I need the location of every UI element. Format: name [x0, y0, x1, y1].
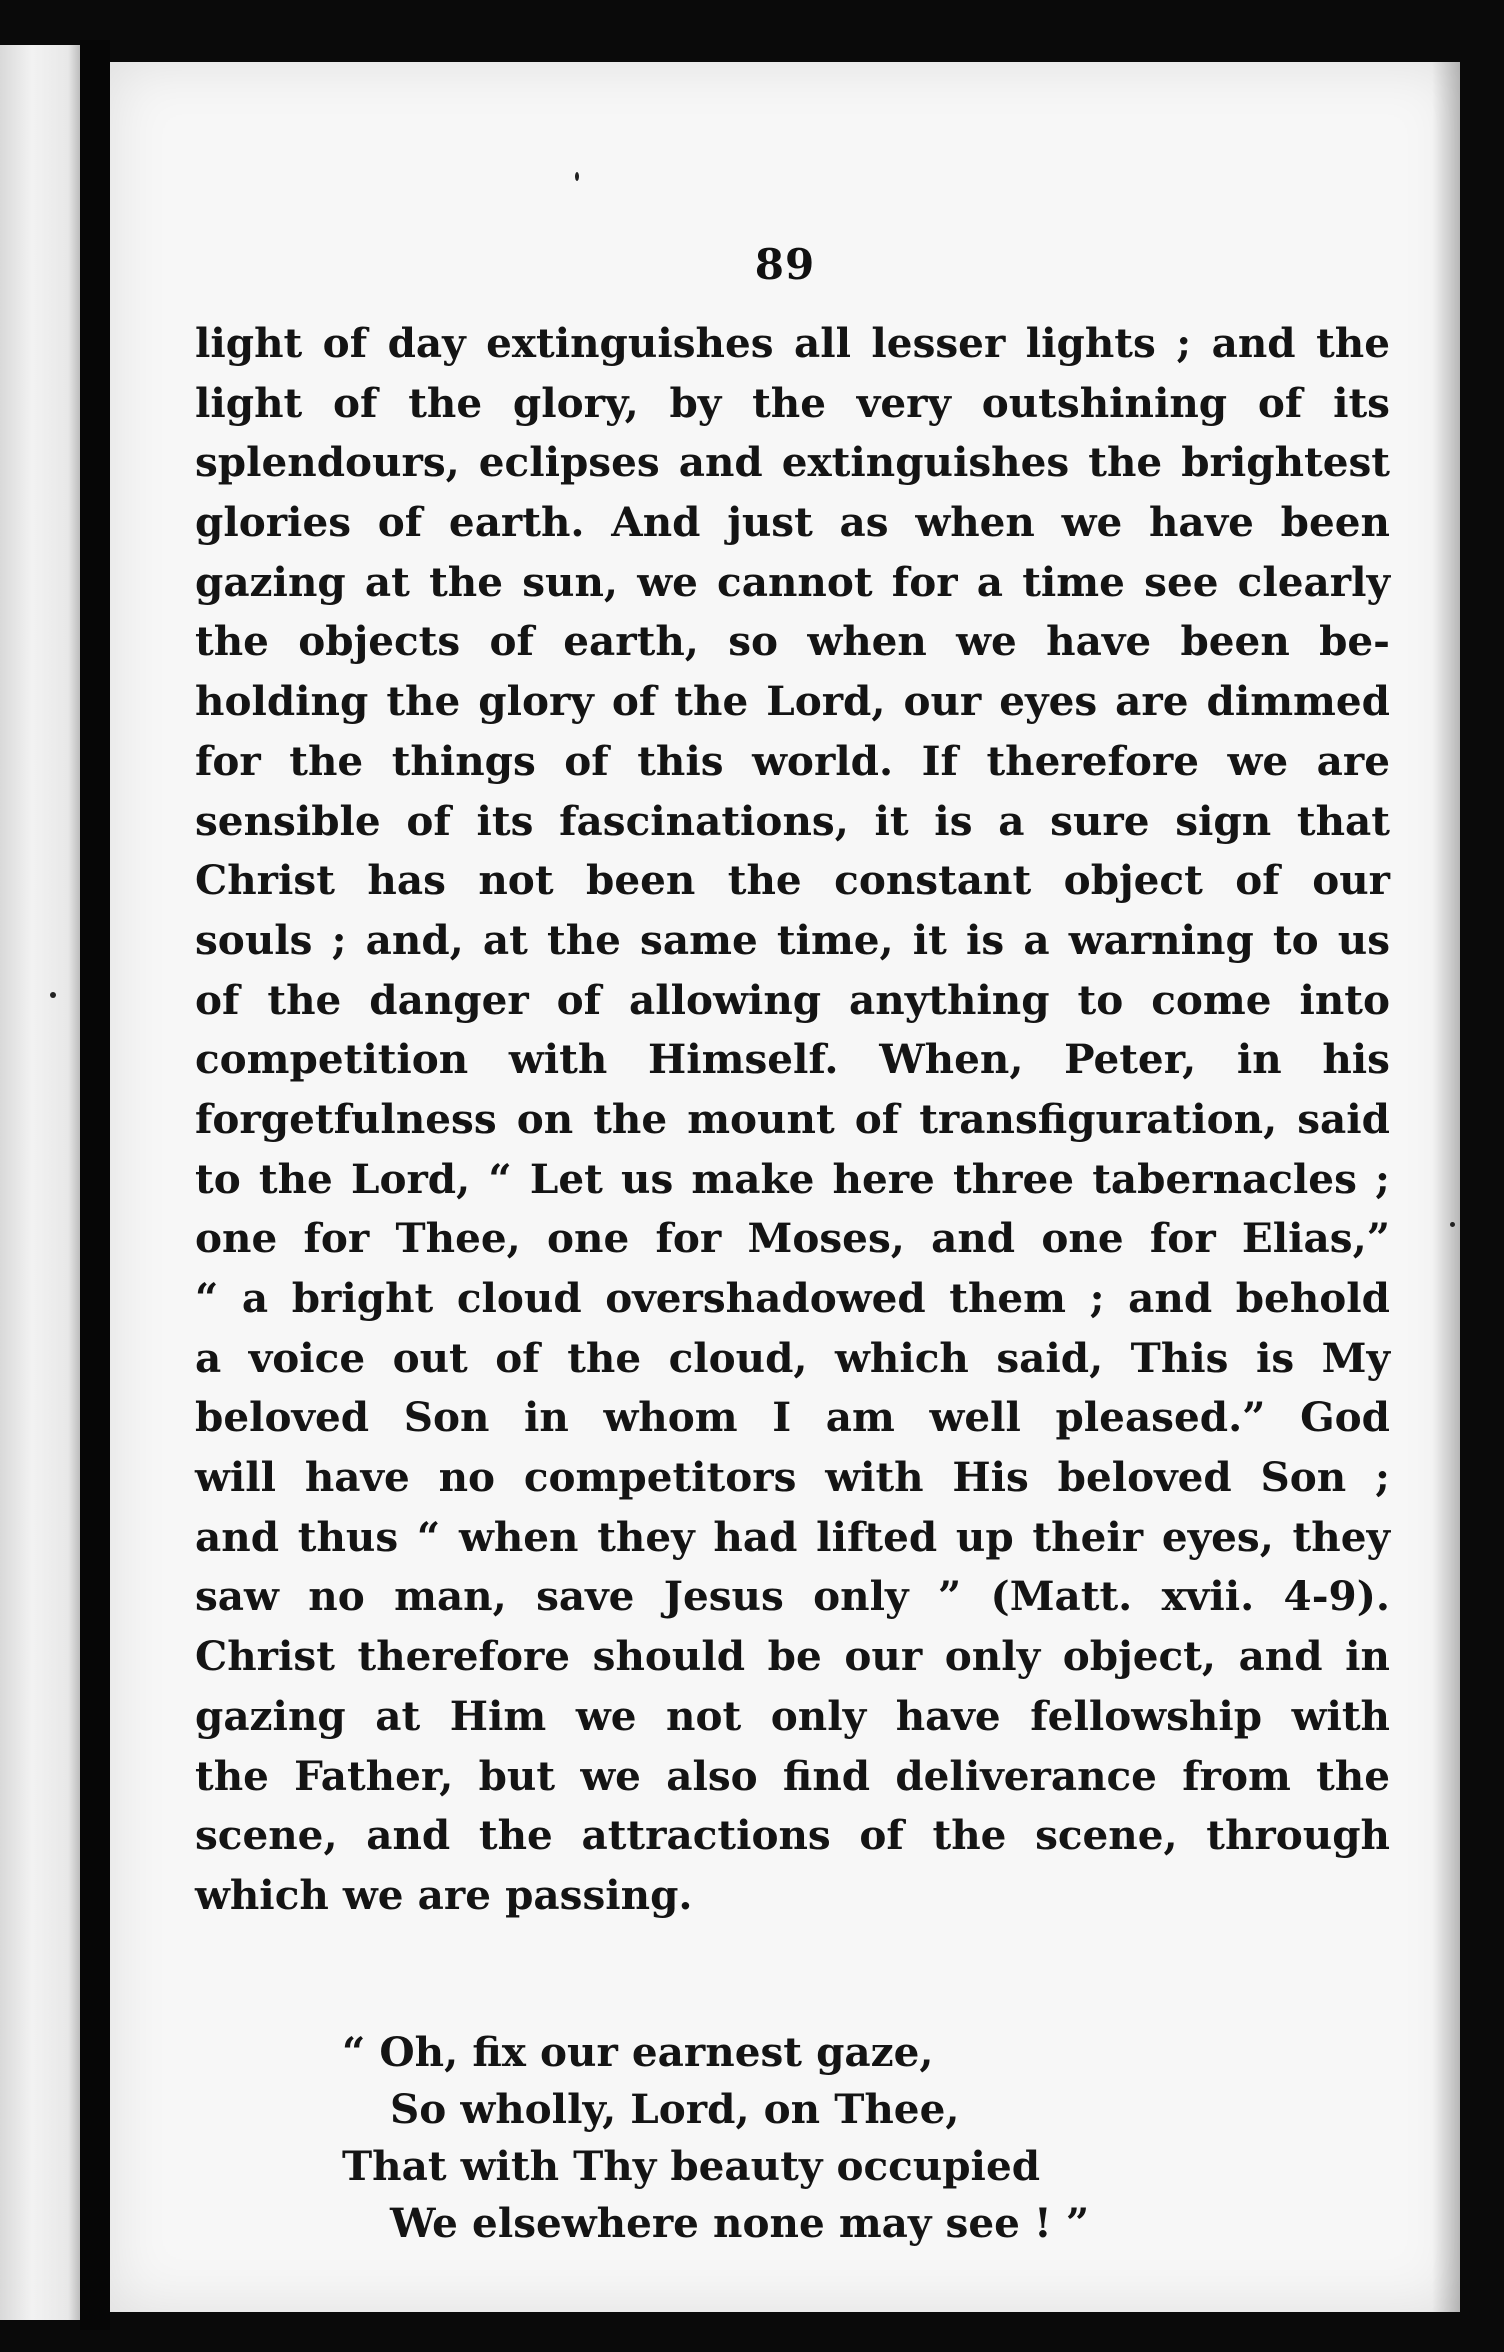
text-line: gazing at Him we not only have fellowship with — [195, 1691, 1390, 1740]
book-gutter — [80, 40, 110, 2330]
text-line: of the danger of allowing anything to come into — [195, 975, 1390, 1024]
text-line: saw no man, save Jesus only ” (Matt. xvii. 4-9). — [195, 1572, 1390, 1621]
text-line: souls ; and, at the same time, it is a warning to us — [195, 915, 1390, 964]
text-line: which we are passing. — [195, 1870, 693, 1919]
book-page — [110, 62, 1460, 2312]
text-line: glories of earth. And just as when we have been — [195, 498, 1390, 547]
verse-line: “ Oh, fix our earnest gaze, — [342, 2028, 934, 2076]
previous-page-edge — [0, 45, 80, 2320]
text-line: forgetfulness on the mount of transfiguration, said — [195, 1094, 1390, 1143]
scan-speck — [575, 172, 579, 181]
text-line: “ a bright cloud overshadowed them ; and behold — [195, 1274, 1390, 1322]
scan-speck — [50, 992, 56, 998]
page-number: 89 — [754, 240, 816, 289]
text-line: and thus “ when they had lifted up their eyes, they — [195, 1512, 1390, 1561]
text-line: for the things of this world. If therefore we are — [195, 736, 1390, 785]
text-line: the Father, but we also find deliverance from the — [195, 1751, 1390, 1800]
text-line: the objects of earth, so when we have been be- — [195, 617, 1390, 666]
verse-quote — [342, 2024, 1242, 2252]
paragraph — [195, 314, 1390, 1926]
text-line: competition with Himself. When, Peter, in his — [195, 1035, 1390, 1084]
scan-speck — [1450, 1222, 1455, 1227]
text-line: one for Thee, one for Moses, and one for Elias,” — [195, 1214, 1390, 1263]
text-line: a voice out of the cloud, which said, This is My — [195, 1333, 1390, 1382]
text-line: to the Lord, “ Let us make here three tabernacles ; — [195, 1154, 1390, 1203]
verse-line: We elsewhere none may see ! ” — [390, 2199, 1090, 2247]
text-line: will have no competitors with His beloved Son ; — [195, 1453, 1390, 1502]
text-line: gazing at the sun, we cannot for a time see clearly — [195, 557, 1390, 606]
text-line: splendours, eclipses and extinguishes the brightest — [195, 438, 1390, 487]
text-line: sensible of its fascinations, it is a sure sign that — [195, 796, 1390, 845]
text-line: light of day extinguishes all lesser lights ; and the — [195, 319, 1390, 367]
text-line: light of the glory, by the very outshining of its — [195, 378, 1390, 427]
text-line: beloved Son in whom I am well pleased.” God — [195, 1393, 1390, 1442]
text-line: holding the glory of the Lord, our eyes are dimmed — [195, 677, 1390, 726]
text-line: Christ therefore should be our only object, and in — [195, 1632, 1390, 1681]
page-edge-shadow — [1432, 62, 1460, 2312]
text-line: Christ has not been the constant object of our — [195, 856, 1390, 905]
verse-line: That with Thy beauty occupied — [342, 2142, 1041, 2190]
verse-line: So wholly, Lord, on Thee, — [390, 2085, 960, 2133]
text-line: scene, and the attractions of the scene, through — [195, 1811, 1390, 1860]
